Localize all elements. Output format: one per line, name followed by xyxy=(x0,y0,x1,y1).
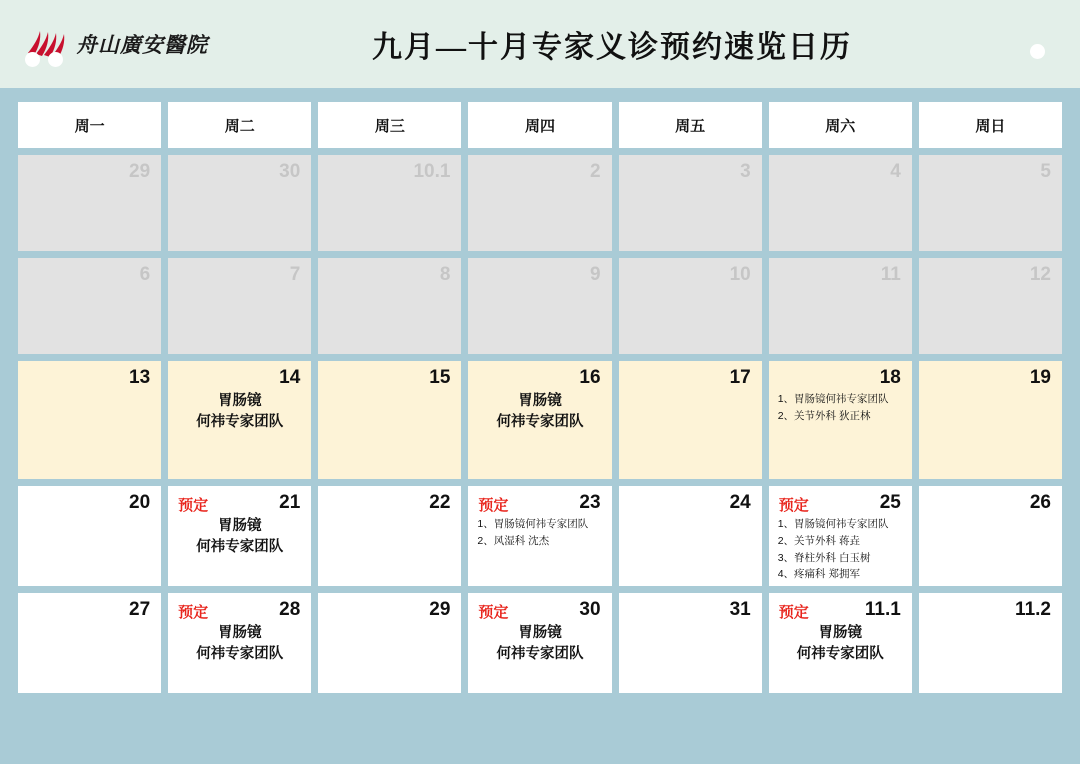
day-number: 16 xyxy=(579,367,601,388)
calendar-day-cell[interactable] xyxy=(619,155,762,251)
calendar-week-row xyxy=(18,361,1062,479)
day-number: 17 xyxy=(729,367,751,388)
booking-badge: 预定 xyxy=(478,604,509,621)
calendar-day-cell[interactable] xyxy=(468,155,611,251)
hospital-name: 舟山廣安醫院 xyxy=(76,33,208,57)
day-event-line: 何祎专家团队 xyxy=(196,539,284,556)
day-event-list xyxy=(477,516,605,550)
day-number: 20 xyxy=(129,492,151,513)
calendar-day-cell[interactable] xyxy=(769,593,912,693)
weekday-cell: 周三 xyxy=(318,102,461,148)
day-event-list-item: 2、风湿科 沈杰 xyxy=(477,534,550,547)
calendar-day-cell[interactable] xyxy=(168,155,311,251)
calendar-day-cell[interactable] xyxy=(318,593,461,693)
day-event-line: 胃肠镜 xyxy=(217,393,262,409)
calendar-day-cell[interactable] xyxy=(318,486,461,586)
day-event-note xyxy=(168,391,311,433)
day-number: 11.2 xyxy=(1015,599,1051,620)
calendar-day-cell[interactable] xyxy=(18,593,161,693)
calendar-day-cell[interactable] xyxy=(769,258,912,354)
day-event-line: 胃肠镜 xyxy=(518,393,562,409)
day-number: 30 xyxy=(279,161,301,182)
calendar-weeks xyxy=(18,155,1062,693)
day-number: 3 xyxy=(740,161,751,182)
day-event-note xyxy=(468,623,611,665)
day-event-list-item: 3、脊柱外科 白玉树 xyxy=(777,551,871,564)
calendar-day-cell[interactable] xyxy=(168,486,311,586)
calendar-day-cell[interactable] xyxy=(468,258,611,354)
day-event-line: 胃肠镜 xyxy=(518,625,562,641)
day-number: 19 xyxy=(1029,367,1051,388)
day-number: 10.1 xyxy=(413,161,451,182)
calendar-week-row xyxy=(18,593,1062,693)
calendar-day-cell[interactable] xyxy=(468,486,611,586)
booking-badge: 预定 xyxy=(478,497,509,514)
calendar-day-cell[interactable] xyxy=(168,361,311,479)
calendar-day-cell[interactable] xyxy=(769,155,912,251)
calendar-day-cell[interactable] xyxy=(318,258,461,354)
day-number: 11 xyxy=(880,264,901,285)
calendar-day-cell[interactable] xyxy=(919,258,1062,354)
weekday-header-row xyxy=(18,102,1062,148)
calendar-day-cell[interactable] xyxy=(168,593,311,693)
day-number: 23 xyxy=(579,492,601,513)
calendar-day-cell[interactable] xyxy=(18,361,161,479)
calendar-day-cell[interactable] xyxy=(919,155,1062,251)
day-event-list-item: 1、胃肠镜何祎专家团队 xyxy=(777,393,889,405)
weekday-cell: 周六 xyxy=(769,102,912,148)
day-event-note xyxy=(468,391,611,433)
day-number: 2 xyxy=(589,161,601,182)
day-event-list-item: 1、胃肠镜何祎专家团队 xyxy=(477,518,589,530)
day-number: 13 xyxy=(129,367,151,388)
day-event-line: 何祎专家团队 xyxy=(496,414,584,431)
day-event-line: 何祎专家团队 xyxy=(496,646,584,663)
calendar-week-row xyxy=(18,258,1062,354)
day-number: 15 xyxy=(429,367,451,388)
day-event-line: 胃肠镜 xyxy=(217,625,262,641)
day-number: 7 xyxy=(289,264,301,285)
day-number: 11.1 xyxy=(864,599,901,620)
day-number: 26 xyxy=(1029,492,1051,513)
calendar-day-cell[interactable] xyxy=(168,258,311,354)
day-number: 27 xyxy=(129,599,151,620)
day-event-list-item: 4、疼痛科 郑拥军 xyxy=(777,568,860,581)
calendar-day-cell[interactable] xyxy=(619,258,762,354)
calendar-day-cell[interactable] xyxy=(18,258,161,354)
day-number: 8 xyxy=(439,264,451,285)
calendar-grid xyxy=(0,88,1080,720)
day-number: 4 xyxy=(890,161,901,182)
day-event-list-item: 1、胃肠镜何祎专家团队 xyxy=(777,518,889,530)
calendar-day-cell[interactable] xyxy=(468,361,611,479)
booking-badge: 预定 xyxy=(178,604,209,621)
day-number: 29 xyxy=(129,161,151,182)
day-event-line: 胃肠镜 xyxy=(217,518,262,534)
poster-header xyxy=(0,0,1080,88)
weekday-cell: 周四 xyxy=(468,102,611,148)
day-number: 24 xyxy=(729,492,751,513)
day-number: 22 xyxy=(429,492,451,513)
day-event-note xyxy=(769,623,912,665)
weekday-cell: 周二 xyxy=(168,102,311,148)
calendar-day-cell[interactable] xyxy=(18,155,161,251)
calendar-day-cell[interactable] xyxy=(769,486,912,586)
calendar-day-cell[interactable] xyxy=(919,486,1062,586)
day-number: 9 xyxy=(589,264,601,285)
day-number: 29 xyxy=(429,599,451,620)
booking-badge: 预定 xyxy=(778,604,809,621)
day-event-list-item: 2、关节外科 狄正林 xyxy=(777,409,871,422)
day-number: 31 xyxy=(729,599,751,620)
calendar-week-row xyxy=(18,155,1062,251)
day-number: 25 xyxy=(879,492,901,513)
calendar-day-cell[interactable] xyxy=(619,593,762,693)
calendar-day-cell[interactable] xyxy=(318,155,461,251)
day-event-line: 胃肠镜 xyxy=(818,625,863,641)
booking-badge: 预定 xyxy=(178,497,209,514)
weekday-cell: 周五 xyxy=(619,102,762,148)
calendar-day-cell[interactable] xyxy=(468,593,611,693)
day-number: 30 xyxy=(579,599,601,620)
day-event-line: 何祎专家团队 xyxy=(796,646,884,663)
decor-dot xyxy=(1030,44,1045,59)
calendar-day-cell[interactable] xyxy=(619,361,762,479)
weekday-cell: 周日 xyxy=(919,102,1062,148)
day-number: 28 xyxy=(279,599,301,620)
day-event-line: 何祎专家团队 xyxy=(196,414,284,431)
day-number: 12 xyxy=(1029,264,1051,285)
day-number: 10 xyxy=(729,264,751,285)
day-number: 6 xyxy=(139,264,151,285)
calendar-day-cell[interactable] xyxy=(919,361,1062,479)
day-event-line: 何祎专家团队 xyxy=(196,646,284,663)
booking-badge: 预定 xyxy=(778,497,809,514)
day-event-note xyxy=(168,623,311,665)
day-number: 5 xyxy=(1040,161,1051,182)
decor-dot xyxy=(25,52,40,67)
calendar-week-row xyxy=(18,486,1062,586)
calendar-day-cell[interactable] xyxy=(769,361,912,479)
weekday-cell: 周一 xyxy=(18,102,161,148)
decor-dot xyxy=(48,52,63,67)
day-number: 21 xyxy=(279,492,301,513)
day-event-note xyxy=(168,516,311,558)
calendar-day-cell[interactable] xyxy=(18,486,161,586)
day-number: 14 xyxy=(279,367,301,388)
day-event-list xyxy=(778,516,906,583)
page-title: 九月—十月专家义诊预约速览日历 xyxy=(372,31,852,64)
day-event-list xyxy=(778,391,906,425)
day-event-list-item: 2、关节外科 蒋垚 xyxy=(777,534,860,547)
calendar-day-cell[interactable] xyxy=(318,361,461,479)
calendar-day-cell[interactable] xyxy=(619,486,762,586)
day-number: 18 xyxy=(879,367,901,388)
calendar-day-cell[interactable] xyxy=(919,593,1062,693)
